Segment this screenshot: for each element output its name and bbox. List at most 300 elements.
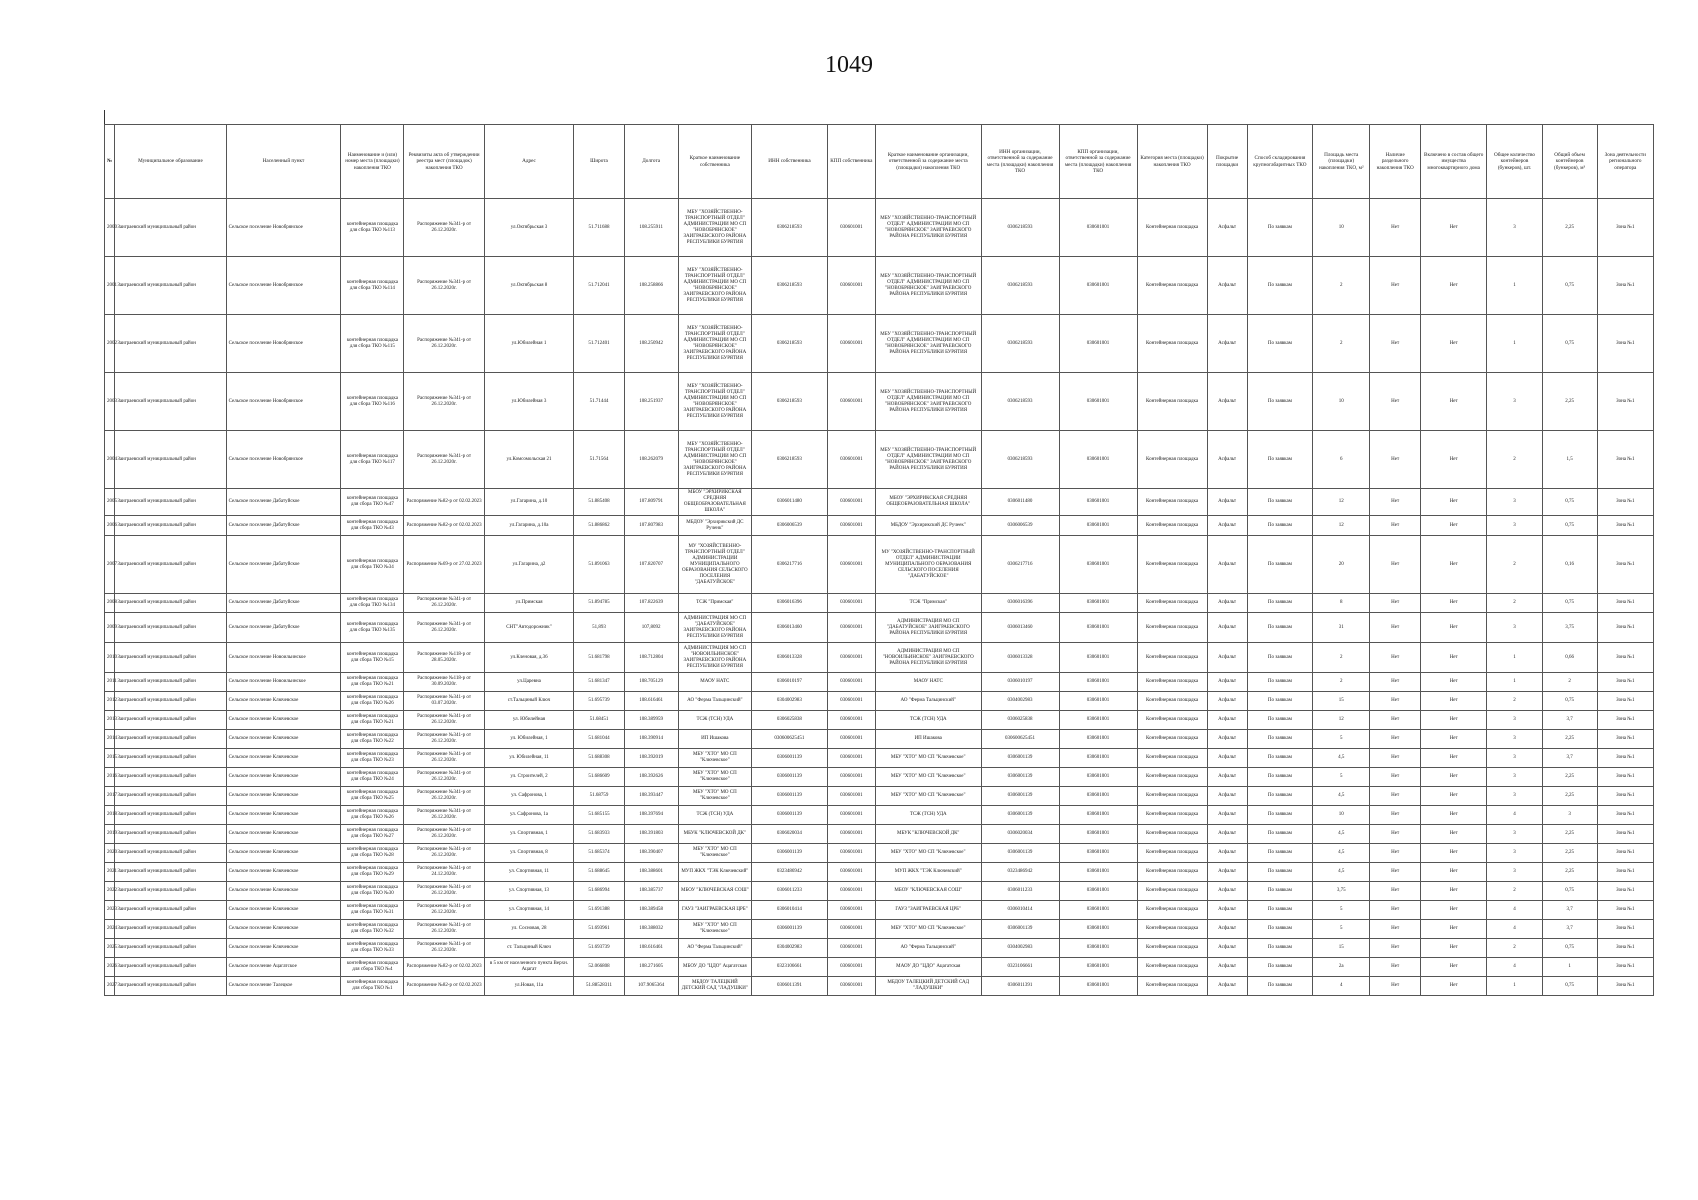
cell-surface: Асфальт: [1207, 749, 1247, 768]
cell-act: Распоряжение №341-р от 26.12.2020г.: [404, 749, 484, 768]
cell-num: 2006: [105, 516, 115, 536]
cell-address: ул.Октябрьская 8: [484, 257, 573, 315]
cell-settlement: Сельское поселение Новоильинское: [226, 673, 341, 692]
cell-separate-collection: Нет: [1370, 901, 1420, 920]
cell-owner: МБДОУ ТАЛЕЦКИЙ ДЕТСКИЙ САД "ЛАДУШКИ": [678, 977, 751, 996]
cell-container-volume: 2,25: [1542, 844, 1597, 863]
cell-owner: МБУ "ХТО" МО СП "Ключевское": [678, 844, 751, 863]
cell-municipality: Заиграевский муниципальный район: [115, 373, 226, 431]
cell-operator-zone: Зона №1: [1597, 536, 1653, 594]
cell-address: СНТ"Автодорожник": [484, 613, 573, 643]
cell-municipality: Заиграевский муниципальный район: [115, 673, 226, 692]
cell-owner: ИП Ишакова: [678, 730, 751, 749]
cell-surface: Асфальт: [1207, 613, 1247, 643]
cell-org-kpp: 030601001: [1059, 594, 1137, 613]
cell-owner-kpp: 030601001: [827, 431, 875, 489]
cell-common-property: Нет: [1420, 516, 1487, 536]
cell-container-volume: 0,75: [1542, 315, 1597, 373]
cell-area: 5: [1313, 920, 1370, 939]
cell-site-name: контейнерная площадка для сбора ТКО №26: [341, 806, 404, 825]
cell-operator-zone: Зона №1: [1597, 711, 1653, 730]
cell-responsible-org: АО "Ферма Тальцинский": [875, 939, 981, 958]
cell-operator-zone: Зона №1: [1597, 673, 1653, 692]
cell-surface: Асфальт: [1207, 315, 1247, 373]
cell-longitude: 108.397694: [624, 806, 678, 825]
cell-address: ул. Спортивная, 1: [484, 825, 573, 844]
cell-container-volume: 2,25: [1542, 373, 1597, 431]
cell-responsible-org: МБУ "ХТО" МО СП "Ключевское": [875, 787, 981, 806]
cell-latitude: 51.688308: [574, 749, 624, 768]
cell-latitude: 51.688645: [574, 863, 624, 882]
cell-longitude: 107,8092: [624, 613, 678, 643]
cell-common-property: Нет: [1420, 711, 1487, 730]
cell-category: Контейнерная площадка: [1137, 825, 1207, 844]
col-storage-method: Способ складирования крупногабаритных ТКО: [1247, 125, 1312, 199]
cell-container-volume: 3,7: [1542, 711, 1597, 730]
cell-longitude: 107.820707: [624, 536, 678, 594]
cell-operator-zone: Зона №1: [1597, 882, 1653, 901]
cell-category: Контейнерная площадка: [1137, 643, 1207, 673]
cell-owner-kpp: 030601001: [827, 844, 875, 863]
cell-owner-inn: 0323106661: [752, 958, 828, 977]
cell-num: 2003: [105, 373, 115, 431]
cell-latitude: 52.066808: [574, 958, 624, 977]
cell-container-volume: 0,75: [1542, 257, 1597, 315]
table-row: [105, 749, 1654, 768]
cell-common-property: Нет: [1420, 613, 1487, 643]
cell-org-kpp: 030601001: [1059, 643, 1137, 673]
cell-storage-method: По заявкам: [1247, 939, 1312, 958]
cell-site-name: контейнерная площадка для сбора ТКО №43: [341, 516, 404, 536]
cell-common-property: Нет: [1420, 920, 1487, 939]
cell-org-kpp: 030601001: [1059, 613, 1137, 643]
cell-settlement: Сельское поселение Новобрянское: [226, 257, 341, 315]
cell-container-count: 3: [1487, 863, 1542, 882]
cell-longitude: 108.712804: [624, 643, 678, 673]
cell-owner-inn: 0306006539: [752, 516, 828, 536]
cell-separate-collection: Нет: [1370, 373, 1420, 431]
cell-area: 2: [1313, 643, 1370, 673]
cell-owner-inn: 030600625451: [752, 730, 828, 749]
cell-container-volume: 0,75: [1542, 882, 1597, 901]
cell-owner-inn: 0306218593: [752, 257, 828, 315]
cell-storage-method: По заявкам: [1247, 199, 1312, 257]
cell-longitude: 108.262079: [624, 431, 678, 489]
cell-site-name: контейнерная площадка для сбора ТКО №21: [341, 711, 404, 730]
col-container-volume: Общий объем контейнеров (бункеров), м³: [1542, 125, 1597, 199]
cell-container-volume: 3,75: [1542, 613, 1597, 643]
cell-owner-kpp: 030601001: [827, 730, 875, 749]
cell-category: Контейнерная площадка: [1137, 711, 1207, 730]
cell-settlement: Сельское поселение Талецкое: [226, 977, 341, 996]
cell-address: ул.Гагарина, д.10а: [484, 516, 573, 536]
cell-num: 2013: [105, 711, 115, 730]
cell-num: 2016: [105, 768, 115, 787]
cell-owner: ТСЖ "Примская": [678, 594, 751, 613]
cell-site-name: контейнерная площадка для сбора ТКО №134: [341, 594, 404, 613]
cell-operator-zone: Зона №1: [1597, 863, 1653, 882]
cell-latitude: 51.68759: [574, 787, 624, 806]
cell-owner-inn: 0306001139: [752, 844, 828, 863]
left-margin-tick: [104, 110, 105, 125]
cell-separate-collection: Нет: [1370, 594, 1420, 613]
table-row: [105, 516, 1654, 536]
cell-owner: МБУ "ХТО" МО СП "Ключевское": [678, 749, 751, 768]
cell-site-name: контейнерная площадка для сбора ТКО №31: [341, 901, 404, 920]
cell-separate-collection: Нет: [1370, 977, 1420, 996]
cell-storage-method: По заявкам: [1247, 516, 1312, 536]
cell-container-volume: 3,7: [1542, 901, 1597, 920]
cell-address: ул. Строителей, 2: [484, 768, 573, 787]
cell-latitude: 51.71564: [574, 431, 624, 489]
cell-separate-collection: Нет: [1370, 692, 1420, 711]
cell-owner-inn: 0306001139: [752, 768, 828, 787]
cell-address: ул. Спортивная, 13: [484, 882, 573, 901]
cell-org-inn: 0306001139: [981, 920, 1059, 939]
cell-container-count: 3: [1487, 613, 1542, 643]
table-row: [105, 882, 1654, 901]
cell-area: 3,75: [1313, 882, 1370, 901]
cell-container-volume: 0,75: [1542, 516, 1597, 536]
cell-org-inn: 0306001139: [981, 768, 1059, 787]
cell-surface: Асфальт: [1207, 939, 1247, 958]
cell-area: 2: [1313, 257, 1370, 315]
cell-act: Распоряжение №341-р от 26.12.2020г.: [404, 787, 484, 806]
cell-category: Контейнерная площадка: [1137, 431, 1207, 489]
cell-storage-method: По заявкам: [1247, 882, 1312, 901]
cell-owner-inn: 0306020034: [752, 825, 828, 844]
cell-site-name: контейнерная площадка для сбора ТКО №114: [341, 257, 404, 315]
cell-owner-kpp: 030601001: [827, 613, 875, 643]
cell-operator-zone: Зона №1: [1597, 844, 1653, 863]
cell-org-inn: 0306020034: [981, 825, 1059, 844]
cell-org-inn: 0306016396: [981, 594, 1059, 613]
cell-owner-kpp: 030601001: [827, 594, 875, 613]
cell-separate-collection: Нет: [1370, 489, 1420, 516]
table-row: [105, 939, 1654, 958]
cell-longitude: 108.390407: [624, 844, 678, 863]
cell-operator-zone: Зона №1: [1597, 257, 1653, 315]
cell-owner-inn: 0306016396: [752, 594, 828, 613]
cell-surface: Асфальт: [1207, 882, 1247, 901]
table-row: [105, 673, 1654, 692]
cell-container-volume: 0,66: [1542, 643, 1597, 673]
cell-num: 2020: [105, 844, 115, 863]
cell-settlement: Сельское поселение Ключевское: [226, 749, 341, 768]
cell-settlement: Сельское поселение Новобрянское: [226, 431, 341, 489]
cell-act: Распоряжение №82-р от 02.02.2023: [404, 489, 484, 516]
cell-org-inn: 0306010197: [981, 673, 1059, 692]
col-settlement: Населенный пункт: [226, 125, 341, 199]
cell-latitude: 51.685374: [574, 844, 624, 863]
cell-owner-inn: 0306001139: [752, 749, 828, 768]
cell-category: Контейнерная площадка: [1137, 920, 1207, 939]
cell-area: 12: [1313, 711, 1370, 730]
cell-responsible-org: ТСЖ (ТСН) УДА: [875, 806, 981, 825]
cell-owner-inn: 0306011391: [752, 977, 828, 996]
col-owner: Краткое наименование собственника: [678, 125, 751, 199]
cell-operator-zone: Зона №1: [1597, 768, 1653, 787]
cell-org-kpp: 030601001: [1059, 920, 1137, 939]
cell-site-name: контейнерная площадка для сбора ТКО №24: [341, 768, 404, 787]
cell-separate-collection: Нет: [1370, 844, 1420, 863]
cell-org-kpp: 030601001: [1059, 958, 1137, 977]
cell-container-count: 3: [1487, 516, 1542, 536]
cell-municipality: Заиграевский муниципальный район: [115, 711, 226, 730]
table-row: [105, 863, 1654, 882]
cell-address: ст.Тальциный Ключ: [484, 692, 573, 711]
cell-org-inn: 030600625451: [981, 730, 1059, 749]
col-separate-collection: Наличие раздельного накопления ТКО: [1370, 125, 1420, 199]
cell-owner: МБУК "КЛЮЧЕВСКОЙ ДК": [678, 825, 751, 844]
cell-act: Распоряжение №341-р от 03.07.2020г.: [404, 692, 484, 711]
cell-container-count: 2: [1487, 594, 1542, 613]
col-municipality: Муниципальное образование: [115, 125, 226, 199]
cell-owner-kpp: 030601001: [827, 711, 875, 730]
cell-container-count: 2: [1487, 431, 1542, 489]
cell-settlement: Сельское поселение Ключевское: [226, 692, 341, 711]
cell-container-count: 3: [1487, 199, 1542, 257]
table-row: [105, 199, 1654, 257]
cell-owner-inn: 0304002983: [752, 692, 828, 711]
cell-owner-inn: 0306217716: [752, 536, 828, 594]
cell-owner-kpp: 030601001: [827, 787, 875, 806]
cell-container-volume: 1: [1542, 958, 1597, 977]
cell-site-name: контейнерная площадка для сбора ТКО №22: [341, 730, 404, 749]
cell-owner-kpp: 030601001: [827, 536, 875, 594]
cell-address: ул.Кленовая, д.36: [484, 643, 573, 673]
cell-common-property: Нет: [1420, 315, 1487, 373]
cell-owner: МБОУ ДО "ЦДО" Ацагатская: [678, 958, 751, 977]
col-responsible-org: Краткое наименование организации, ответственной за содержание места (площадки) накопления ТКО: [875, 125, 981, 199]
cell-owner: АДМИНИСТРАЦИЯ МО СП "ДАБАТУЙСКОЕ" ЗАИГРАЕВСКОГО РАЙОНА РЕСПУБЛИКИ БУРЯТИЯ: [678, 613, 751, 643]
cell-org-inn: 0306013460: [981, 613, 1059, 643]
cell-num: 2014: [105, 730, 115, 749]
cell-owner: АО "Ферма Тальцинский": [678, 939, 751, 958]
cell-address: ул. Юбилейная: [484, 711, 573, 730]
cell-separate-collection: Нет: [1370, 673, 1420, 692]
cell-municipality: Заиграевский муниципальный район: [115, 749, 226, 768]
cell-owner-kpp: 030601001: [827, 863, 875, 882]
cell-settlement: Сельское поселение Дабатуйское: [226, 613, 341, 643]
cell-container-count: 4: [1487, 958, 1542, 977]
table-row: [105, 844, 1654, 863]
cell-settlement: Сельское поселение Дабатуйское: [226, 536, 341, 594]
table-row: [105, 787, 1654, 806]
cell-common-property: Нет: [1420, 257, 1487, 315]
cell-container-volume: 0,75: [1542, 692, 1597, 711]
cell-common-property: Нет: [1420, 643, 1487, 673]
cell-owner-inn: 0306013328: [752, 643, 828, 673]
cell-common-property: Нет: [1420, 749, 1487, 768]
col-org-inn: ИНН организации, ответственной за содержание места (площадки) накопления ТКО: [981, 125, 1059, 199]
col-owner-kpp: КПП собственника: [827, 125, 875, 199]
cell-act: Распоряжение №118-р от 28.05.2020г.: [404, 643, 484, 673]
cell-num: 2012: [105, 692, 115, 711]
cell-act: Распоряжение №82-р от 02.02.2023: [404, 516, 484, 536]
cell-operator-zone: Зона №1: [1597, 787, 1653, 806]
cell-owner: ТСЖ (ТСН) УДА: [678, 806, 751, 825]
cell-surface: Асфальт: [1207, 863, 1247, 882]
cell-storage-method: По заявкам: [1247, 373, 1312, 431]
cell-act: Распоряжение №69-р от 27.02.2023: [404, 536, 484, 594]
table-row: [105, 315, 1654, 373]
cell-owner-inn: 0306010414: [752, 901, 828, 920]
cell-storage-method: По заявкам: [1247, 768, 1312, 787]
cell-responsible-org: ГАУЗ "ЗАИГРАЕВСКАЯ ЦРБ": [875, 901, 981, 920]
cell-org-kpp: 030601001: [1059, 939, 1137, 958]
cell-storage-method: По заявкам: [1247, 977, 1312, 996]
cell-operator-zone: Зона №1: [1597, 901, 1653, 920]
cell-surface: Асфальт: [1207, 536, 1247, 594]
cell-operator-zone: Зона №1: [1597, 958, 1653, 977]
table-row: [105, 373, 1654, 431]
cell-responsible-org: ИП Ишакова: [875, 730, 981, 749]
cell-settlement: Сельское поселение Ключевское: [226, 920, 341, 939]
cell-latitude: 51.712401: [574, 315, 624, 373]
cell-act: Распоряжение №341-р от 26.12.2020г.: [404, 594, 484, 613]
cell-category: Контейнерная площадка: [1137, 901, 1207, 920]
cell-container-volume: 0,16: [1542, 536, 1597, 594]
cell-surface: Асфальт: [1207, 711, 1247, 730]
cell-separate-collection: Нет: [1370, 536, 1420, 594]
cell-longitude: 108.390914: [624, 730, 678, 749]
cell-area: 12: [1313, 489, 1370, 516]
cell-common-property: Нет: [1420, 863, 1487, 882]
cell-container-volume: 3,7: [1542, 749, 1597, 768]
cell-owner: МБОУ "ЭРХИРИКСКАЯ СРЕДНЯЯ ОБЩЕОБРАЗОВАТЕЛЬНАЯ ШКОЛА": [678, 489, 751, 516]
cell-responsible-org: МБУ "ХОЗЯЙСТВЕННО-ТРАНСПОРТНЫЙ ОТДЕЛ" АДМИНИСТРАЦИИ МО СП "НОВОБРЯНСКОЕ" ЗАИГРАЕВСКОГО РАЙОНА РЕСПУБЛИКИ БУРЯТИЯ: [875, 431, 981, 489]
cell-municipality: Заиграевский муниципальный район: [115, 920, 226, 939]
table-row: [105, 920, 1654, 939]
cell-longitude: 108.271605: [624, 958, 678, 977]
cell-category: Контейнерная площадка: [1137, 516, 1207, 536]
cell-container-count: 4: [1487, 901, 1542, 920]
cell-act: Распоряжение №341-р от 26.12.2020г.: [404, 315, 484, 373]
cell-longitude: 108.251937: [624, 373, 678, 431]
cell-operator-zone: Зона №1: [1597, 920, 1653, 939]
cell-num: 2025: [105, 939, 115, 958]
cell-container-volume: 2,25: [1542, 199, 1597, 257]
cell-owner: МБУ "ХОЗЯЙСТВЕННО-ТРАНСПОРТНЫЙ ОТДЕЛ" АДМИНИСТРАЦИИ МО СП "НОВОБРЯНСКОЕ" ЗАИГРАЕВСКОГО РАЙОНА РЕСПУБЛИКИ БУРЯТИЯ: [678, 199, 751, 257]
cell-category: Контейнерная площадка: [1137, 977, 1207, 996]
cell-latitude: 51.681044: [574, 730, 624, 749]
cell-responsible-org: МБУ "ХТО" МО СП "Ключевское": [875, 749, 981, 768]
cell-container-count: 2: [1487, 692, 1542, 711]
cell-responsible-org: МБУ "ХОЗЯЙСТВЕННО-ТРАНСПОРТНЫЙ ОТДЕЛ" АДМИНИСТРАЦИИ МО СП "НОВОБРЯНСКОЕ" ЗАИГРАЕВСКОГО РАЙОНА РЕСПУБЛИКИ БУРЯТИЯ: [875, 373, 981, 431]
cell-separate-collection: Нет: [1370, 806, 1420, 825]
cell-org-inn: 0306218593: [981, 431, 1059, 489]
cell-responsible-org: АДМИНИСТРАЦИЯ МО СП "НОВОИЛЬИНСКОЕ" ЗАИГРАЕВСКОГО РАЙОНА РЕСПУБЛИКИ БУРЯТИЯ: [875, 643, 981, 673]
cell-area: 2: [1313, 315, 1370, 373]
cell-latitude: 51.894785: [574, 594, 624, 613]
cell-municipality: Заиграевский муниципальный район: [115, 315, 226, 373]
cell-org-kpp: 030601001: [1059, 768, 1137, 787]
cell-surface: Асфальт: [1207, 920, 1247, 939]
table-row: [105, 806, 1654, 825]
cell-responsible-org: МБУ "ХТО" МО СП "Ключевское": [875, 844, 981, 863]
cell-longitude: 108.250942: [624, 315, 678, 373]
cell-common-property: Нет: [1420, 431, 1487, 489]
cell-latitude: 51.712041: [574, 257, 624, 315]
cell-longitude: 107.809791: [624, 489, 678, 516]
cell-owner-kpp: 030601001: [827, 643, 875, 673]
cell-operator-zone: Зона №1: [1597, 613, 1653, 643]
cell-org-inn: 0306013328: [981, 643, 1059, 673]
cell-org-inn: 0306011233: [981, 882, 1059, 901]
col-surface: Покрытие площадки: [1207, 125, 1247, 199]
cell-surface: Асфальт: [1207, 901, 1247, 920]
cell-owner-inn: 0306218593: [752, 431, 828, 489]
cell-common-property: Нет: [1420, 844, 1487, 863]
cell-site-name: контейнерная площадка для сбора ТКО №34: [341, 536, 404, 594]
cell-owner-inn: 0306001139: [752, 787, 828, 806]
cell-category: Контейнерная площадка: [1137, 673, 1207, 692]
cell-org-inn: 0306218593: [981, 315, 1059, 373]
cell-common-property: Нет: [1420, 939, 1487, 958]
cell-num: 2022: [105, 882, 115, 901]
cell-separate-collection: Нет: [1370, 958, 1420, 977]
cell-latitude: 51.681798: [574, 643, 624, 673]
cell-surface: Асфальт: [1207, 844, 1247, 863]
cell-operator-zone: Зона №1: [1597, 594, 1653, 613]
cell-operator-zone: Зона №1: [1597, 977, 1653, 996]
cell-area: 4,5: [1313, 863, 1370, 882]
cell-category: Контейнерная площадка: [1137, 863, 1207, 882]
cell-org-inn: 0304002983: [981, 939, 1059, 958]
cell-num: 2023: [105, 901, 115, 920]
cell-area: 4: [1313, 977, 1370, 996]
cell-num: 2017: [105, 787, 115, 806]
cell-separate-collection: Нет: [1370, 920, 1420, 939]
cell-container-volume: 2: [1542, 673, 1597, 692]
cell-container-count: 3: [1487, 730, 1542, 749]
table-row: [105, 825, 1654, 844]
cell-settlement: Сельское поселение Ключевское: [226, 901, 341, 920]
cell-address: ул.Октябрьская 3: [484, 199, 573, 257]
cell-address: ул.Примская: [484, 594, 573, 613]
cell-num: 2027: [105, 977, 115, 996]
cell-owner-kpp: 030601001: [827, 692, 875, 711]
cell-responsible-org: МБДОУ "Эрхирикский ДС Ручеек": [875, 516, 981, 536]
cell-category: Контейнерная площадка: [1137, 594, 1207, 613]
cell-settlement: Сельское поселение Ключевское: [226, 711, 341, 730]
cell-responsible-org: МБОУ "КЛЮЧЕВСКАЯ СОШ": [875, 882, 981, 901]
cell-operator-zone: Зона №1: [1597, 489, 1653, 516]
cell-storage-method: По заявкам: [1247, 315, 1312, 373]
cell-org-kpp: 030601001: [1059, 844, 1137, 863]
cell-site-name: контейнерная площадка для сбора ТКО №28: [341, 844, 404, 863]
cell-owner: МУП ЖКХ "ТЭК Ключевский": [678, 863, 751, 882]
cell-storage-method: По заявкам: [1247, 257, 1312, 315]
cell-storage-method: По заявкам: [1247, 489, 1312, 516]
cell-org-kpp: 030601001: [1059, 863, 1137, 882]
cell-container-count: 1: [1487, 673, 1542, 692]
cell-owner: МБУ "ХОЗЯЙСТВЕННО-ТРАНСПОРТНЫЙ ОТДЕЛ" АДМИНИСТРАЦИИ МО СП "НОВОБРЯНСКОЕ" ЗАИГРАЕВСКОГО РАЙОНА РЕСПУБЛИКИ БУРЯТИЯ: [678, 431, 751, 489]
cell-owner: МБУ "ХТО" МО СП "Ключевское": [678, 768, 751, 787]
cell-org-inn: 0306006539: [981, 516, 1059, 536]
cell-common-property: Нет: [1420, 199, 1487, 257]
cell-common-property: Нет: [1420, 594, 1487, 613]
cell-site-name: контейнерная площадка для сбора ТКО №21: [341, 673, 404, 692]
cell-storage-method: По заявкам: [1247, 711, 1312, 730]
cell-org-kpp: 030601001: [1059, 692, 1137, 711]
cell-category: Контейнерная площадка: [1137, 257, 1207, 315]
cell-surface: Асфальт: [1207, 673, 1247, 692]
cell-owner: ТСЖ (ТСН) УДА: [678, 711, 751, 730]
cell-act: Распоряжение №82-р от 02.02.2023: [404, 958, 484, 977]
cell-settlement: Сельское поселение Ключевское: [226, 768, 341, 787]
